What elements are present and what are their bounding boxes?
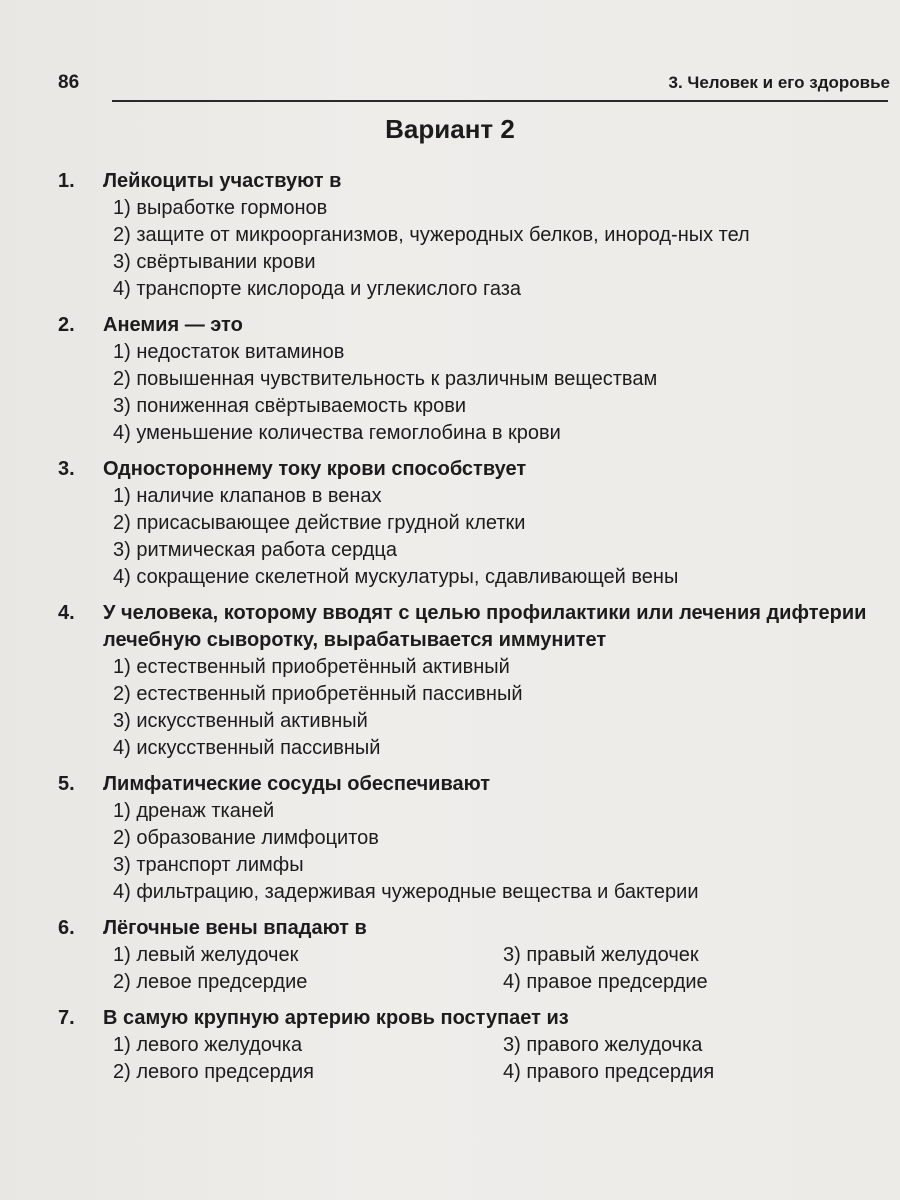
answer-option: 1) левого желудочка bbox=[113, 1034, 303, 1056]
answer-option: 4) фильтрацию, задерживая чужеродные вещества и бактерии bbox=[113, 881, 699, 903]
answer-option: 3) ритмическая работа сердца bbox=[113, 539, 397, 561]
question-number: 5. bbox=[58, 773, 75, 795]
header-divider bbox=[112, 100, 888, 102]
question-text: Анемия — это bbox=[103, 314, 243, 336]
question-2 bbox=[58, 312, 870, 447]
question-text: У человека, которому вводят с целью профилактики или лечения дифтерии лечебную сыворотку, вырабатывается иммунитет bbox=[103, 602, 867, 651]
answer-option: 2) естественный приобретённый пассивный bbox=[113, 683, 523, 705]
answer-option: 3) транспорт лимфы bbox=[113, 854, 304, 876]
question-number: 6. bbox=[58, 917, 75, 939]
answer-option: 2) защите от микроорганизмов, чужеродных белков, инород-ных тел bbox=[113, 224, 750, 246]
answer-option: 1) естественный приобретённый активный bbox=[113, 656, 510, 678]
question-number: 1. bbox=[58, 170, 75, 192]
answer-option: 2) присасывающее действие грудной клетки bbox=[113, 512, 526, 534]
question-text: Одностороннему току крови способствует bbox=[103, 458, 527, 480]
question-6 bbox=[58, 915, 870, 996]
question-5 bbox=[58, 771, 870, 906]
answer-option: 4) уменьшение количества гемоглобина в крови bbox=[113, 422, 561, 444]
answer-option: 2) левое предсердие bbox=[113, 971, 308, 993]
question-1 bbox=[58, 168, 870, 303]
question-4 bbox=[58, 600, 870, 762]
question-list bbox=[58, 168, 870, 1095]
answer-option: 3) правый желудочек bbox=[503, 944, 699, 966]
answer-option: 4) правое предсердие bbox=[503, 971, 708, 993]
answer-option: 4) искусственный пассивный bbox=[113, 737, 381, 759]
question-text: В самую крупную артерию кровь поступает из bbox=[103, 1007, 569, 1029]
page-header bbox=[58, 72, 890, 98]
answer-option: 1) наличие клапанов в венах bbox=[113, 485, 382, 507]
page-number: 86 bbox=[58, 72, 80, 93]
question-number: 7. bbox=[58, 1007, 75, 1029]
question-number: 4. bbox=[58, 602, 75, 624]
answer-option: 2) повышенная чувствительность к различным веществам bbox=[113, 368, 658, 390]
answer-option: 4) правого предсердия bbox=[503, 1061, 715, 1083]
answer-option: 3) искусственный активный bbox=[113, 710, 368, 732]
answer-option: 1) дренаж тканей bbox=[113, 800, 275, 822]
question-text: Лейкоциты участвуют в bbox=[103, 170, 342, 192]
answer-option: 1) недостаток витаминов bbox=[113, 341, 345, 363]
question-3 bbox=[58, 456, 870, 591]
question-number: 3. bbox=[58, 458, 75, 480]
answer-option: 3) правого желудочка bbox=[503, 1034, 703, 1056]
answer-option: 1) левый желудочек bbox=[113, 944, 299, 966]
question-7 bbox=[58, 1005, 870, 1086]
answer-option: 4) сокращение скелетной мускулатуры, сдавливающей вены bbox=[113, 566, 679, 588]
chapter-title: 3. Человек и его здоровье bbox=[668, 73, 890, 92]
answer-option-grid bbox=[113, 1032, 870, 1086]
answer-option: 2) левого предсердия bbox=[113, 1061, 314, 1083]
question-number: 2. bbox=[58, 314, 75, 336]
question-text: Лимфатические сосуды обеспечивают bbox=[103, 773, 491, 795]
answer-option: 2) образование лимфоцитов bbox=[113, 827, 379, 849]
answer-option: 3) пониженная свёртываемость крови bbox=[113, 395, 467, 417]
answer-option: 4) транспорте кислорода и углекислого газа bbox=[113, 278, 522, 300]
answer-option: 3) свёртывании крови bbox=[113, 251, 316, 273]
question-text: Лёгочные вены впадают в bbox=[103, 917, 367, 939]
answer-option: 1) выработке гормонов bbox=[113, 197, 328, 219]
variant-title: Вариант 2 bbox=[385, 114, 515, 144]
answer-option-grid bbox=[113, 942, 870, 996]
